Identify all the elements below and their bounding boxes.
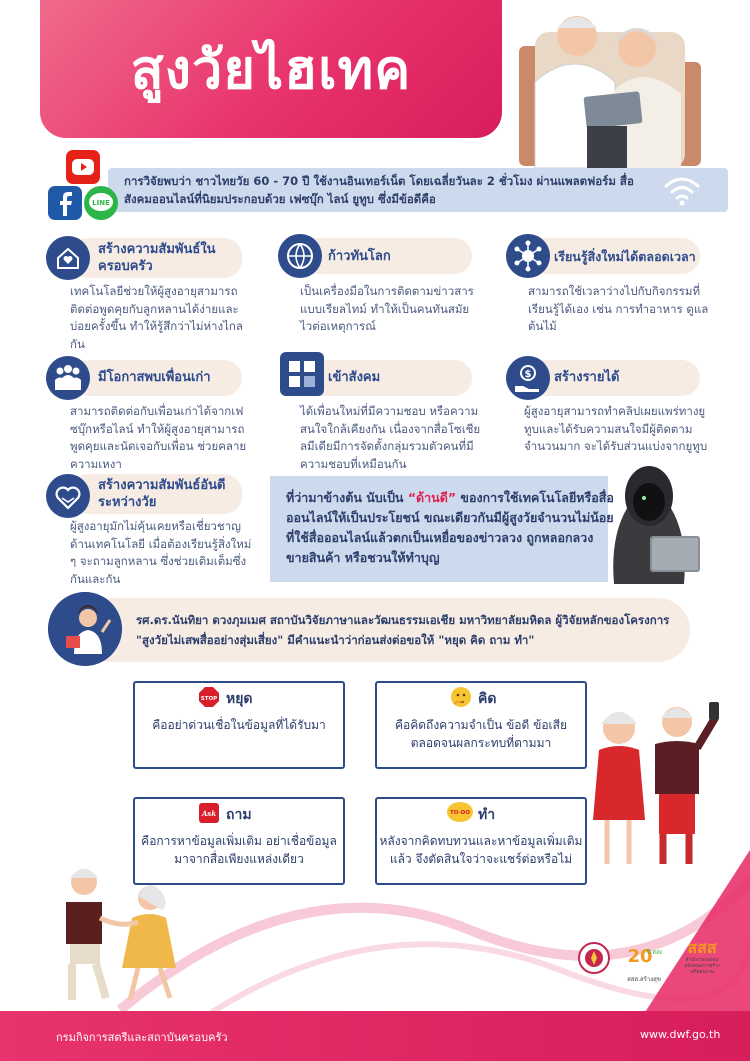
dancing-couple-illustration <box>40 858 190 1008</box>
teacher-avatar <box>48 592 122 666</box>
line-icon <box>84 186 118 220</box>
thaihealth-logo-text: สสส <box>687 938 717 957</box>
ask-icon-label: Ask <box>201 809 217 818</box>
benefit-desc: เป็นเครื่องมือในการติดตามข่าวสารแบบเรียลไทม์ ทำให้เป็นคนทันสมัย ไวต่อเหตุการณ์ <box>300 284 474 333</box>
step-desc: คือการหาข้อมูลเพิ่มเติม อย่าเชื่อข้อมูลมาจากสื่อเพียงแหล่งเดียว <box>141 834 337 866</box>
step-heading: หยุด <box>226 691 253 707</box>
footer-org-name: กรมกิจการสตรีและสถาบันครอบครัว <box>56 1031 228 1044</box>
people-group-icon <box>46 356 90 400</box>
money-hand-icon <box>506 356 550 400</box>
callout-highlight: “ด้านดี” <box>407 490 457 505</box>
todo-icon-label: TO-DO <box>449 810 471 816</box>
step-heading: ถาม <box>226 807 252 823</box>
benefit-desc: สามารถใช้เวลาว่างไปกับกิจกรรมที่เรียนรู้ได้เอง เช่น การทำอาหาร ดูแลต้นไม้ <box>528 284 709 333</box>
globe-icon <box>278 234 322 278</box>
learning-network-icon <box>506 234 550 278</box>
benefit-desc: ผู้สูงอายุมักไม่คุ้นเคยหรือเชี่ยวชาญด้านเทคโนโลยี เมื่อต้องเรียนรู้สิ่งใหม่ ๆ จะถามลูกหลาน ซึ่งช่วยเติมเต็มซึ่งกันและกัน <box>70 519 252 586</box>
stop-sign-icon <box>198 686 220 708</box>
step-desc: คืออย่าด่วนเชื่อในข้อมูลที่ได้รับมา <box>152 718 326 732</box>
anniv-number: 20 <box>627 946 653 967</box>
elderly-couple-illustration <box>515 2 705 168</box>
benefit-title: สร้างความสัมพันธ์อันดีระหว่างวัย <box>98 478 226 510</box>
intro-text: การวิจัยพบว่า ชาวไทยวัย 60 - 70 ปี ใช้งานอินเทอร์เน็ต โดยเฉลี่ยวันละ 2 ชั่วโมง ผ่านแพลตฟอร์ม สื่อสังคมออนไลน์ที่นิยมประกอบด้วย เฟซบุ๊ก ไลน์ ยูทูบ ซึ่งมีข้อดีคือ <box>124 174 634 206</box>
benefit-title: สร้างความสัมพันธ์ในครอบครัว <box>98 242 216 274</box>
youtube-icon <box>66 150 100 184</box>
page-title: สูงวัยไฮเทค <box>130 38 412 101</box>
callout-text <box>286 488 616 568</box>
step-heading: คิด <box>478 691 497 707</box>
line-icon-label: LINE <box>92 199 110 207</box>
step-desc: หลังจากคิดทบทวนและหาข้อมูลเพิ่มเติมแล้ว จึงตัดสินใจว่าจะแชร์ต่อหรือไม่ <box>379 834 583 866</box>
svg-text:$: $ <box>524 369 532 380</box>
benefit-title: เข้าสังคม <box>328 370 381 385</box>
benefit-title: มีโอกาสพบเพื่อนเก่า <box>98 370 211 385</box>
home-heart-icon <box>46 236 90 280</box>
footer-website-link[interactable]: www.dwf.go.th <box>640 1028 721 1041</box>
benefit-desc: เทคโนโลยีช่วยให้ผู้สูงอายุสามารถติดต่อพูดคุยกับลูกหลานได้ง่ายและบ่อยครั้งขึ้น ทำให้รู้สึกว่าไม่ห่างไกลกัน <box>70 284 243 351</box>
thaihealth-20-logo <box>626 940 662 983</box>
benefit-desc: สามารถติดต่อกับเพื่อนเก่าได้จากเฟซบุ๊กหรือไลน์ ทำให้ผู้สูงอายุสามารถพูดคุยและนัดเจอกับเพื่อน ช่วยคลายความเหงา <box>70 404 247 471</box>
callout-after: ของการใช้เทคโนโลยีหรือสื่อออนไลน์ให้เป็นประโยชน์ ขณะเดียวกันมีผู้สูงวัยจำนวนไม่น้อยที่ใช้สื่อออนไลน์แล้วตกเป็นเหยื่อของข่าวลวง ถูกหลอกลวงขายสินค้า หรือชวนให้ทำบุญ <box>286 490 614 565</box>
callout-before: ที่ว่ามาข้างต้น นับเป็น <box>286 490 408 505</box>
ministry-seal-logo <box>578 940 610 976</box>
anniv-sub: ปี สสส <box>646 949 662 956</box>
puzzle-icon <box>280 352 324 396</box>
benefit-desc: ผู้สูงอายุสามารถทำคลิปเผยแพร่ทางยูทูบและได้รับความสนใจมีผู้ติดตามจำนวนมาก จะได้รับส่วนแบ่งจากยูทูบ <box>524 404 708 453</box>
thaihealth-logo <box>680 938 724 978</box>
thinking-face-icon <box>450 686 472 708</box>
benefit-desc: ได้เพื่อนใหม่ที่มีความชอบ หรือความสนใจใกล้เคียงกัน เนื่องจากสื่อโซเชียลมีเดียมีการจัดตั้งกลุ่มรวมตัวคนที่มีความชอบที่เหมือนกัน <box>300 404 481 471</box>
stop-icon-label: STOP <box>200 696 218 702</box>
facebook-icon <box>48 186 82 220</box>
hacker-illustration <box>594 454 704 584</box>
expert-quote: รศ.ดร.นันทิยา ดวงภุมเมศ สถาบันวิจัยภาษาและวัฒนธรรมเอเชีย มหาวิทยาลัยมหิดล ผู้วิจัยหลักของโครงการ "สูงวัยไม่เสพสื่ออย่างสุ่มเสี่ยง" มีคำแนะนำว่าก่อนส่งต่อขอให้ "หยุด คิด ถาม ทำ" <box>136 613 670 647</box>
thaihealth-caption: สำนักงานกองทุนสนับสนุนการสร้างเสริมสุขภาพ <box>684 958 720 975</box>
benefit-title: สร้างรายได้ <box>554 370 620 385</box>
step-heading: ทำ <box>478 807 496 823</box>
benefit-title: ก้าวทันโลก <box>328 249 391 264</box>
step-desc: คือคิดถึงความจำเป็น ข้อดี ข้อเสีย ตลอดจนผลกระทบที่ตามมา <box>395 718 567 750</box>
wifi-icon <box>662 172 702 208</box>
anniv-caption: สสส.สร้างสุข <box>627 976 661 983</box>
couple-selfie-illustration <box>585 700 735 870</box>
heart-hands-icon <box>46 474 90 518</box>
benefit-title: เรียนรู้สิ่งใหม่ได้ตลอดเวลา <box>554 249 696 264</box>
